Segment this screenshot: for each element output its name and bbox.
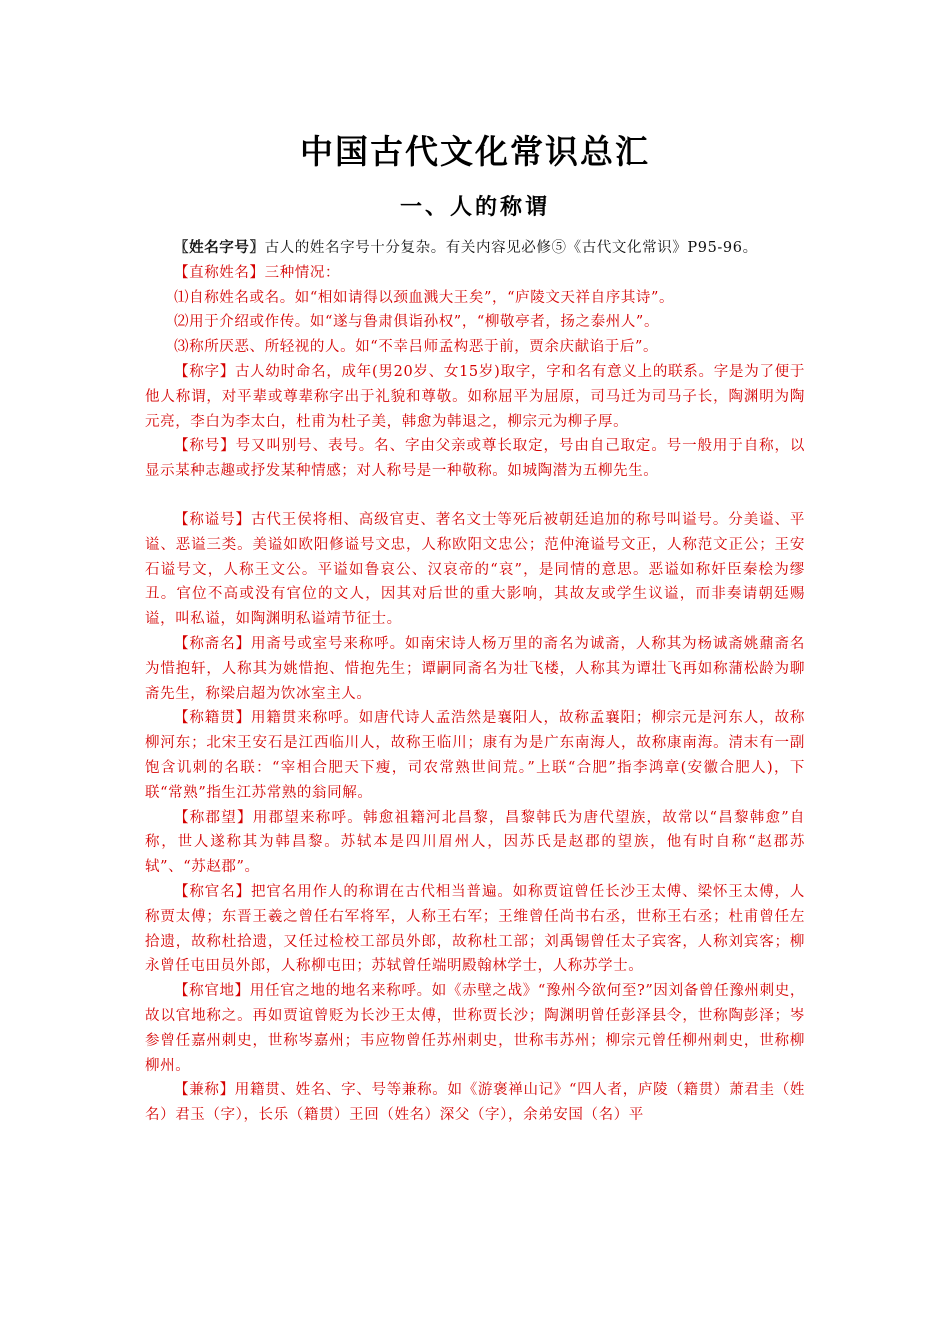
document-body <box>145 236 805 1128</box>
paragraph: 【称籍贯】用籍贯来称呼。如唐代诗人孟浩然是襄阳人，故称孟襄阳；柳宗元是河东人，故称柳河东；北宋王安石是江西临川人，故称王临川；康有为是广东南海人，故称康南海。清末有一副饱含讥刺的名联：“宰相合肥天下瘦，司农常熟世间荒。”上联“合肥”指李鸿章(安徽合肥人)，下联“常熟”指生江苏常熟的翁同解。 <box>145 710 806 801</box>
paragraph: 【兼称】用籍贯、姓名、字、号等兼称。如《游褒禅山记》“四人者，庐陵（籍贯）萧君圭（姓名）君玉（字），长乐（籍贯）王回（姓名）深父（字），余弟安国（名）平 <box>145 1082 805 1124</box>
paragraph: 【称郡望】用郡望来称呼。韩愈祖籍河北昌黎，昌黎韩氏为唐代望族，故常以“昌黎韩愈”自称，世人遂称其为韩昌黎。苏轼本是四川眉州人，因苏氏是赵郡的望族，他有时自称“赵郡苏轼”、“苏赵郡”。 <box>145 809 805 876</box>
paragraph: 【称斋名】用斋号或室号来称呼。如南宋诗人杨万里的斋名为诚斋，人称其为杨诚斋姚鼐斋名为惜抱轩，人称其为姚惜抱、惜抱先生；谭嗣同斋名为壮飞楼，人称其为谭壮飞再如称蒲松龄为聊斋先生，称梁启超为饮冰室主人。 <box>145 635 806 702</box>
intro-paragraph <box>145 236 805 261</box>
paragraph: ⑵用于介绍或作传。如“遂与鲁肃俱诣孙权”，“柳敬亭者，扬之泰州人”。 <box>174 314 660 331</box>
paragraph: 【称官名】把官名用作人的称谓在古代相当普遍。如称贾谊曾任长沙王太傅、梁怀王太傅，人称贾太傅；东晋王羲之曾任右军将军，人称王右军；王维曾任尚书右丞，世称王右丞；杜甫曾任左拾遗，故称杜拾遗，又任过检校工部员外郎，故称杜工部；刘禹锡曾任太子宾客，人称刘宾客；柳永曾任屯田员外郎，人称柳屯田；苏轼曾任端明殿翰林学士，人称苏学士。 <box>145 883 806 975</box>
intro-text: 古人的姓名字号十分复杂。有关内容见必修⑤《古代文化常识》P95-96。 <box>264 240 758 256</box>
paragraph: 【称谥号】古代王侯将相、高级官吏、著名文士等死后被朝廷追加的称号叫谥号。分美谥、平谥、恶谥三类。美谥如欧阳修谥号文忠，人称欧阳文忠公；范仲淹谥号文正，人称范文正公；王安石谥号文，人称王文公。平谥如鲁哀公、汉哀帝的“哀”，是同情的意思。恶谥如称奸臣秦桧为缪丑。官位不高或没有官位的文人，因其对后世的重大影响，其故友或学生议谥，而非奏请朝廷赐谥，叫私谥，如陶渊明私谥靖节征士。 <box>145 511 806 628</box>
paragraph: 【称号】号又叫别号、表号。名、字由父亲或尊长取定，号由自己取定。号一般用于自称，以显示某种志趣或抒发某种情感；对人称号是一种敬称。如城陶潜为五柳先生。 <box>145 438 805 480</box>
page-title: 中国古代文化常识总汇 <box>300 132 650 171</box>
paragraph: ⑶称所厌恶、所轻视的人。如“不幸吕师孟构恶于前，贾余庆献谄于后”。 <box>174 339 659 356</box>
paragraph: 【称字】古人幼时命名，成年(男20岁、女15岁)取字，字和名有意义上的联系。字是为了便于他人称谓，对平辈或尊辈称字出于礼貌和尊敬。如称屈平为屈原，司马迁为司马子长，陶渊明为陶元亮，李白为李太白，杜甫为杜子美，韩愈为韩退之，柳宗元为柳子厚。 <box>145 363 805 430</box>
section-title: 一、人的称谓 <box>399 194 550 220</box>
paragraph: 【直称姓名】三种情况： <box>174 264 341 281</box>
paragraph: ⑴自称姓名或名。如“相如请得以颈血溅大王矣”，“庐陵文天祥自序其诗”。 <box>174 289 675 306</box>
paragraph: 【称官地】用任官之地的地名来称呼。如《赤壁之战》“豫州今欲何至?”因刘备曾任豫州刺史，故以官地称之。再如贾谊曾贬为长沙王太傅，世称贾长沙；陶渊明曾任彭泽县令，世称陶彭泽；岑参曾任嘉州刺史，世称岑嘉州；韦应物曾任苏州刺史，世称韦苏州；柳宗元曾任柳州刺史，世称柳柳州。 <box>145 983 806 1074</box>
intro-tag: 〖姓名字号〗 <box>174 239 265 256</box>
